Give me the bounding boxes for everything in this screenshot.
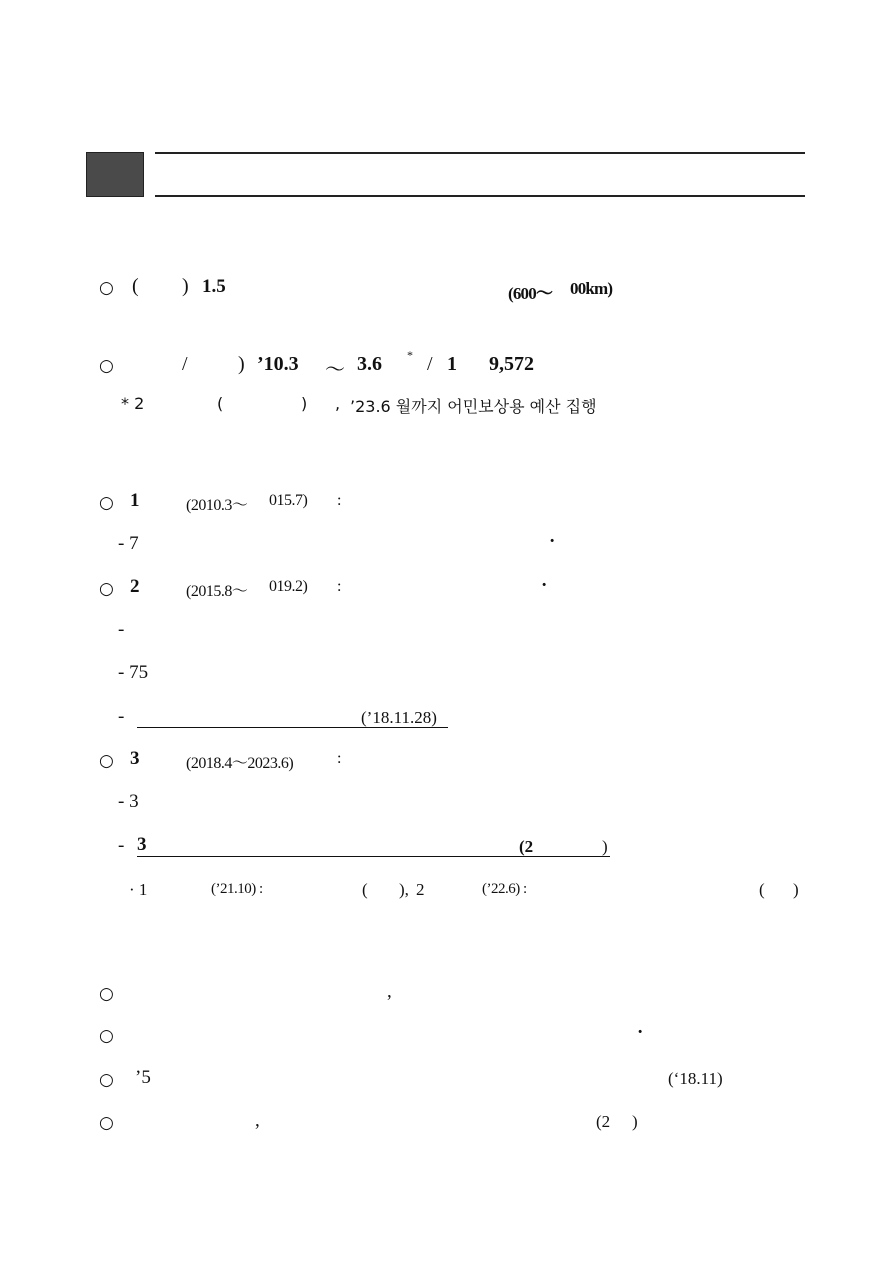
s2-count: 1: [447, 353, 457, 375]
bullet-q4: ○: [99, 1113, 114, 1133]
p2-period-start: (2015.8～: [186, 583, 248, 600]
p2-sub3-underline: [137, 727, 448, 728]
s2-start-date: ’10.3: [257, 353, 299, 375]
p3-sub3-item2: 2: [416, 880, 425, 899]
p3-sub3-date1: (’21.10) :: [211, 881, 263, 897]
bullet-q2: ○: [99, 1026, 114, 1046]
s2-note-close-paren: ): [301, 394, 308, 413]
s1-close-paren: ): [182, 275, 189, 297]
s2-note-text: ’23.6 월까지 어민보상용 예산 집행: [350, 397, 597, 416]
p1-number: 1: [130, 490, 140, 511]
s2-close-paren: ): [238, 353, 245, 375]
bullet-q1: ○: [99, 984, 114, 1004]
header-top-rule: [155, 152, 805, 154]
bullet-p2: ○: [99, 579, 114, 599]
s2-tilde: ～: [325, 359, 345, 381]
bullet-1: ○: [99, 278, 114, 298]
s1-value: 1.5: [202, 276, 226, 297]
p3-sub3-item1: · 1: [129, 880, 148, 899]
s2-amount: 9,572: [489, 353, 534, 375]
p3-sub3-date2: (’22.6) :: [482, 881, 527, 897]
q2-dot: ·: [637, 1022, 644, 1043]
p1-period-end: 015.7): [269, 492, 308, 509]
p3-sub2-paren-open: (2: [519, 837, 534, 856]
p3-sub1: - 3: [118, 791, 139, 812]
bullet-p3: ○: [99, 751, 114, 771]
p3-number: 3: [130, 748, 140, 769]
s1-open-paren: (: [132, 275, 139, 297]
p1-sub-item: - 7: [118, 533, 139, 554]
bullet-p1: ○: [99, 493, 114, 513]
p3-sub3-paren-close-2: ): [793, 880, 799, 899]
p3-sub3-paren-open: (: [362, 880, 368, 899]
p2-colon: :: [337, 578, 341, 595]
p3-sub3-paren-open-2: (: [759, 880, 765, 899]
q1-comma: ,: [387, 981, 392, 1002]
s1-range-start: (600～: [508, 284, 553, 303]
p2-number: 2: [130, 576, 140, 597]
p2-sub1: -: [118, 619, 125, 640]
s2-footnote-mark: *: [407, 348, 413, 362]
p2-sub3-dash: -: [118, 706, 125, 727]
p3-period: (2018.4～2023.6): [186, 755, 294, 772]
header-bottom-rule: [155, 195, 805, 197]
p3-sub2-dash: -: [118, 835, 125, 856]
p3-sub2-number: 3: [137, 834, 147, 855]
bullet-q3: ○: [99, 1070, 114, 1090]
p1-colon: :: [337, 492, 341, 509]
p2-period-end: 019.2): [269, 578, 308, 595]
section-number-box: [86, 152, 144, 197]
bullet-2: ○: [99, 356, 114, 376]
q3-date: (‘18.11): [668, 1069, 723, 1088]
p3-sub2-paren-close: ): [602, 837, 608, 856]
s2-note-comma: ,: [335, 394, 341, 413]
s2-slash: /: [182, 353, 188, 375]
s2-slash-2: /: [427, 353, 433, 375]
s1-range-end: 00km): [570, 279, 613, 298]
q4-paren-open: (2: [596, 1112, 611, 1131]
p2-dot: ·: [541, 575, 548, 596]
p3-colon: :: [337, 750, 341, 767]
s2-note-mark: * 2: [121, 394, 145, 413]
s2-end-date: 3.6: [357, 353, 382, 375]
p3-sub3-paren-close: ),: [399, 880, 409, 899]
p2-sub2: - 75: [118, 662, 149, 683]
p3-sub2-underline: [137, 856, 610, 857]
q4-paren-close: ): [632, 1112, 638, 1131]
q4-comma: ,: [255, 1110, 260, 1131]
p2-sub3-date: (’18.11.28): [361, 708, 437, 727]
s2-note-open-paren: (: [217, 394, 224, 413]
p1-period-start: (2010.3～: [186, 497, 248, 514]
p1-sub-dot: ·: [549, 531, 556, 552]
q3-item: ’5: [135, 1067, 151, 1088]
